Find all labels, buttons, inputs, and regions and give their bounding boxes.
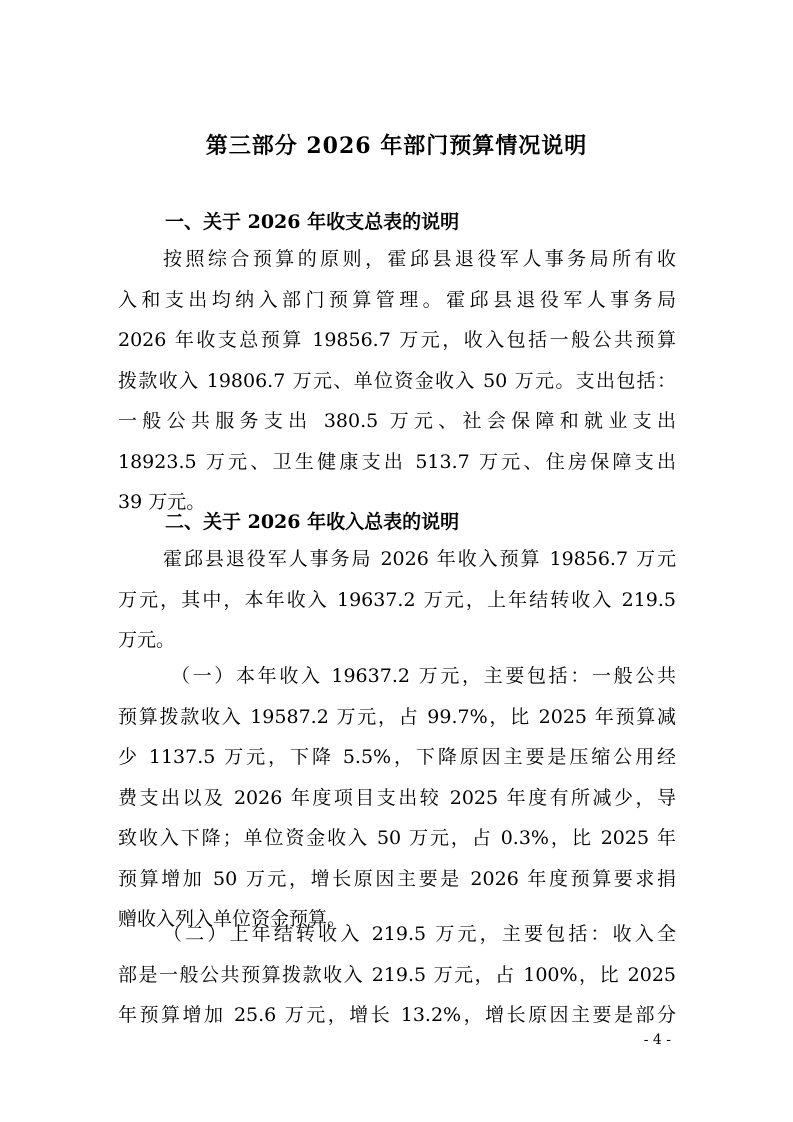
paragraph-line: 费支出以及 2026 年度项目支出较 2025 年度有所减少，导 [118, 786, 676, 809]
section-heading-1: 一、关于 2026 年收支总表的说明 [165, 211, 460, 233]
paragraph-line: 预算拨款收入 19587.2 万元，占 99.7%，比 2025 年预算减 [118, 705, 676, 728]
section-1-paragraph-1 [118, 239, 676, 523]
paragraph-line: 部是一般公共预算拨款收入 219.5 万元，占 100%，比 2025 [118, 963, 676, 986]
paragraph-line: 39 万元。 [118, 491, 206, 513]
paragraph-line: 万元，其中，本年收入 19637.2 万元，上年结转收入 219.5 [118, 588, 676, 611]
paragraph-line: 少 1137.5 万元，下降 5.5%，下降原因主要是压缩公用经 [118, 746, 676, 768]
section-2-paragraph-3 [118, 914, 676, 1036]
paragraph-line: 2026 年收支总预算 19856.7 万元，收入包括一般公共预算 [118, 329, 676, 351]
paragraph-line: 预算增加 50 万元，增长原因主要是 2026 年度预算要求捐 [118, 867, 676, 890]
paragraph-line: 按照综合预算的原则，霍邱县退役军人事务局所有收 [163, 248, 676, 270]
paragraph-line: 18923.5 万元、卫生健康支出 513.7 万元、住房保障支出 [118, 450, 676, 473]
page-number: - 4 - [643, 1032, 671, 1048]
section-heading-2: 二、关于 2026 年收入总表的说明 [165, 511, 460, 533]
section-2-paragraph-2 [118, 656, 676, 940]
page-title: 第三部分 2026 年部门预算情况说明 [205, 133, 588, 159]
paragraph-line: 致收入下降；单位资金收入 50 万元，占 0.3%，比 2025 年 [118, 827, 676, 849]
paragraph-line: （二）上年结转收入 219.5 万元，主要包括：收入全 [163, 923, 676, 945]
paragraph-line: 拨款收入 19806.7 万元、单位资金收入 50 万元。支出包括： [118, 369, 676, 392]
paragraph-line: 万元。 [118, 629, 176, 651]
section-2-paragraph-1 [118, 539, 676, 661]
paragraph-line: 赠收入列入单位资金预算。 [118, 908, 347, 930]
paragraph-line: 霍邱县退役军人事务局 2026 年收入预算 19856.7 万元 [163, 548, 676, 570]
paragraph-line: 入和支出均纳入部门预算管理。霍邱县退役军人事务局 [118, 288, 676, 311]
paragraph-line: 年预算增加 25.6 万元，增长 13.2%，增长原因主要是部分 [118, 1004, 676, 1026]
paragraph-line: 一般公共服务支出 380.5 万元、社会保障和就业支出 [118, 410, 676, 432]
paragraph-line: （一）本年收入 19637.2 万元，主要包括：一般公共 [171, 665, 676, 687]
